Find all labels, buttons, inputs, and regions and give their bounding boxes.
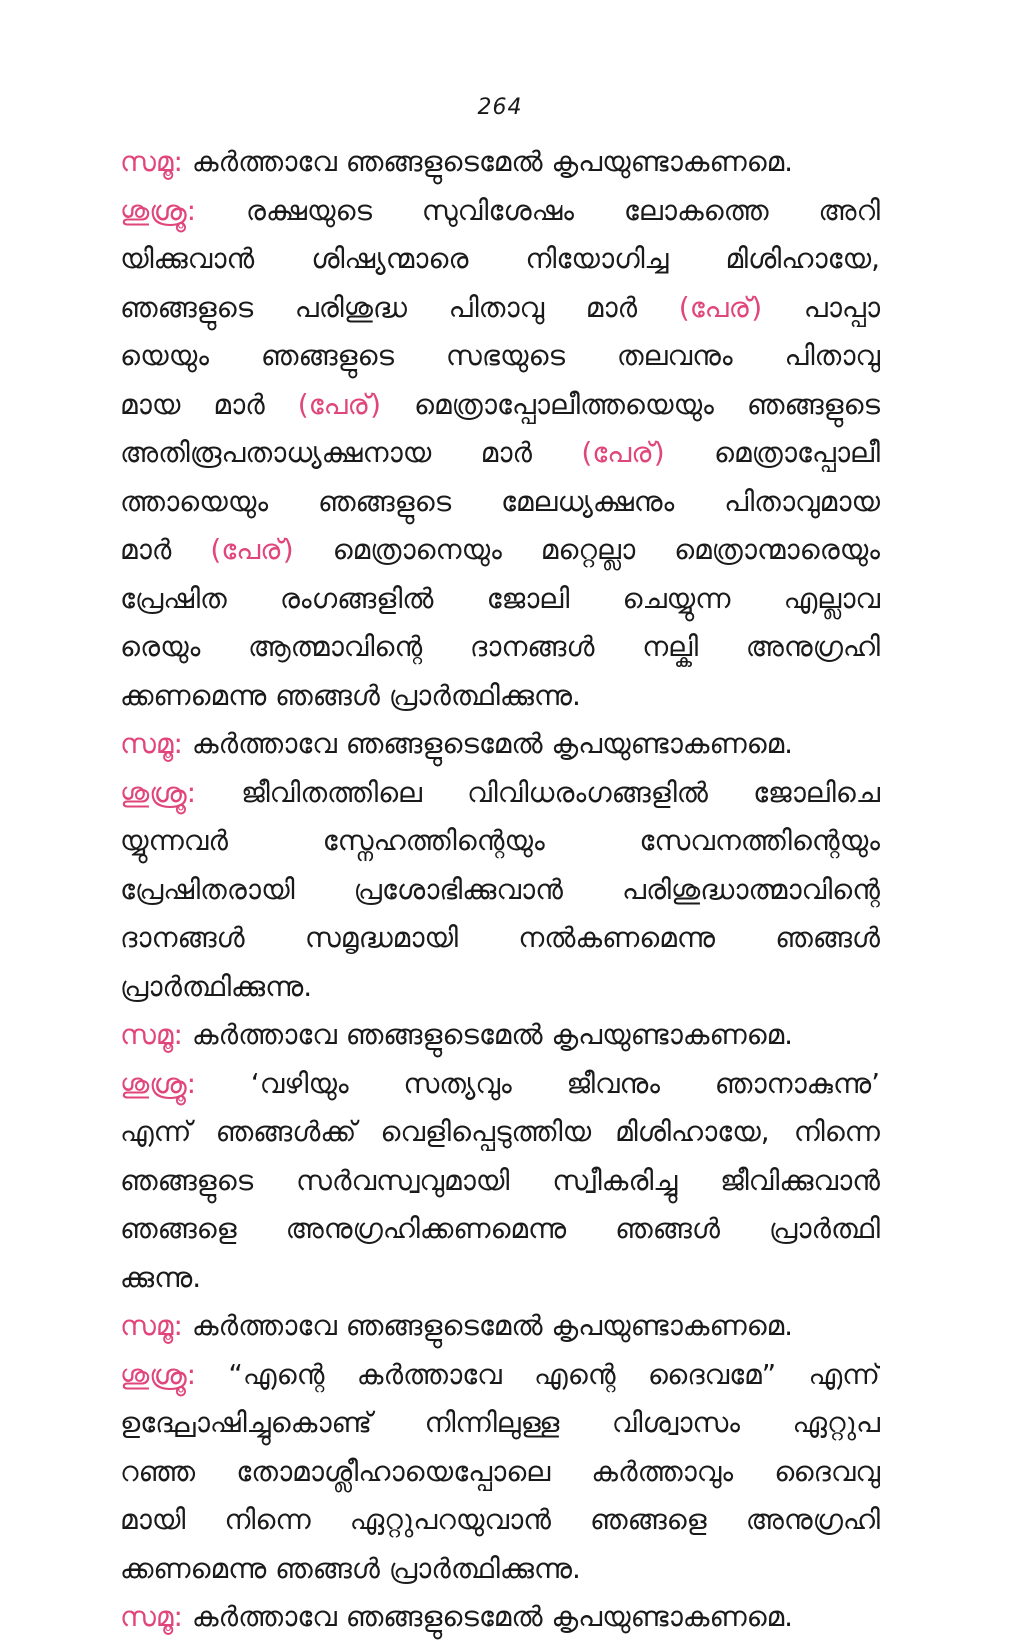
line-text-after: പാപ്പാ [762,290,880,324]
line-text: മാർ [120,533,211,566]
text-line [120,526,880,575]
name-placeholder: (പേര്) [210,533,294,566]
speaker-line [120,720,880,769]
text-line [120,623,880,672]
text-line [120,429,880,478]
text-line [120,235,880,284]
speaker-label: ശുശ്രൂ: [120,193,197,227]
line-text: ത്തായെയും ഞങ്ങളുടെ മേലധ്യക്ഷനും പിതാവുമായ [120,484,880,518]
speaker-line [120,1302,880,1351]
line-text: മായ മാർ [120,387,298,421]
line-text: ജീവിതത്തിലെ വിവിധരംഗങ്ങളിൽ ജോലിചെ [196,775,880,809]
text-line [120,1108,880,1157]
line-text: എന്ന് ഞങ്ങൾക്ക് വെളിപ്പെടുത്തിയ മിശിഹായേ, നിന്നെ [120,1115,880,1148]
speaker-line [120,187,880,236]
line-text: പ്രാർത്ഥിക്കുന്നു. [120,969,313,1003]
line-text: യിക്കുവാൻ ശിഷ്യന്മാരെ നിയോഗിച്ച മിശിഹായേ, [120,242,880,275]
speaker-line [120,1351,880,1400]
line-text: കർത്താവേ ഞങ്ങളുടെമേൽ കൃപയുണ്ടാകണമെ. [182,1309,794,1342]
text-line [120,1254,880,1303]
text-line [120,381,880,430]
line-text: രക്ഷയുടെ സുവിശേഷം ലോകത്തെ അറി [196,193,880,227]
line-text-after: മെത്രാനെയും മറ്റെല്ലാ മെത്രാന്മാരെയും [293,533,880,566]
document-page [120,95,880,1642]
text-body [120,138,880,1642]
text-line [120,914,880,963]
line-text: ഉദ്ഘോഷിച്ചുകൊണ്ട് നിന്നിലുള്ള വിശ്വാസം ഏറ്റുപ [120,1406,880,1439]
line-text: റഞ്ഞ തോമാശ്ലീഹായെപ്പോലെ കർത്താവും ദൈവവു [120,1454,880,1488]
speaker-label: സമൂ: [120,727,183,760]
name-placeholder: (പേര്) [581,436,665,469]
speaker-label: സമൂ: [120,1309,183,1342]
speaker-line [120,138,880,187]
speaker-line [120,769,880,818]
line-text: കർത്താവേ ഞങ്ങളുടെമേൽ കൃപയുണ്ടാകണമെ. [182,727,794,760]
text-line [120,1399,880,1448]
line-text: ഞങ്ങളുടെ പരിശുദ്ധ പിതാവു മാർ [120,290,679,324]
line-text: പ്രേഷിതരായി പ്രശോഭിക്കുവാൻ പരിശുദ്ധാത്മാവിന്റെ [120,872,880,906]
text-line [120,1496,880,1545]
line-text: രെയും ആത്മാവിന്റെ ദാനങ്ങൾ നല്കി അനുഗ്രഹി [120,630,880,663]
text-line [120,1157,880,1206]
name-placeholder: (പേര്) [297,387,382,421]
line-text: കർത്താവേ ഞങ്ങളുടെമേൽ കൃപയുണ്ടാകണമെ. [182,145,794,178]
speaker-label: സമൂ: [120,145,183,178]
speaker-label: ശുശ്രൂ: [120,1357,197,1391]
line-text: ഞങ്ങളുടെ സർവസ്വവുമായി സ്വീകരിച്ചു ജീവിക്കുവാൻ [120,1163,880,1197]
line-text: അതിരൂപതാധ്യക്ഷനായ മാർ [120,436,582,469]
text-line [120,672,880,721]
line-text: യ്യുന്നവർ സ്നേഹത്തിന്റെയും സേവനത്തിന്റെയും [120,824,880,857]
speaker-label: സമൂ: [120,1018,183,1051]
text-line [120,817,880,866]
text-line [120,1448,880,1497]
text-line [120,1545,880,1594]
line-text: കർത്താവേ ഞങ്ങളുടെമേൽ കൃപയുണ്ടാകണമെ. [182,1600,794,1633]
text-line [120,478,880,527]
text-line [120,1205,880,1254]
text-line [120,284,880,333]
line-text: ഞങ്ങളെ അനുഗ്രഹിക്കണമെന്നു ഞങ്ങൾ പ്രാർത്ഥി [120,1212,880,1245]
line-text: ക്കുന്നു. [120,1260,202,1294]
line-text: പ്രേഷിത രംഗങ്ങളിൽ ജോലി ചെയ്യുന്ന എല്ലാവ [120,581,880,615]
line-text: ക്കണമെന്നു ഞങ്ങൾ പ്രാർത്ഥിക്കുന്നു. [120,1551,581,1585]
line-text: “എന്റെ കർത്താവേ എന്റെ ദൈവമേ” എന്ന് [196,1357,880,1391]
speaker-label: ശുശ്രൂ: [120,775,197,809]
speaker-line [120,1593,880,1642]
text-line [120,575,880,624]
speaker-label: സമൂ: [120,1600,183,1633]
text-line [120,963,880,1012]
line-text: ദാനങ്ങൾ സമൃദ്ധമായി നൽകണമെന്നു ഞങ്ങൾ [120,921,880,954]
line-text: ‘വഴിയും സത്യവും ജീവനും ഞാനാകുന്നു’ [196,1066,880,1100]
line-text-after: മെത്രാപ്പോലീ [664,436,880,469]
name-placeholder: (പേര്) [678,290,763,324]
line-text: മായി നിന്നെ ഏറ്റുപറയുവാൻ ഞങ്ങളെ അനുഗ്രഹി [120,1503,880,1536]
line-text: കർത്താവേ ഞങ്ങളുടെമേൽ കൃപയുണ്ടാകണമെ. [182,1018,794,1051]
text-line [120,866,880,915]
speaker-line [120,1060,880,1109]
line-text: ക്കണമെന്നു ഞങ്ങൾ പ്രാർത്ഥിക്കുന്നു. [120,678,581,712]
page-number: 264 [477,95,523,120]
line-text-after: മെത്രാപ്പോലീത്തയെയും ഞങ്ങളുടെ [381,387,880,421]
speaker-line [120,1011,880,1060]
line-text: യെയും ഞങ്ങളുടെ സഭയുടെ തലവനും പിതാവു [120,339,880,372]
text-line [120,332,880,381]
speaker-label: ശുശ്രൂ: [120,1066,197,1100]
